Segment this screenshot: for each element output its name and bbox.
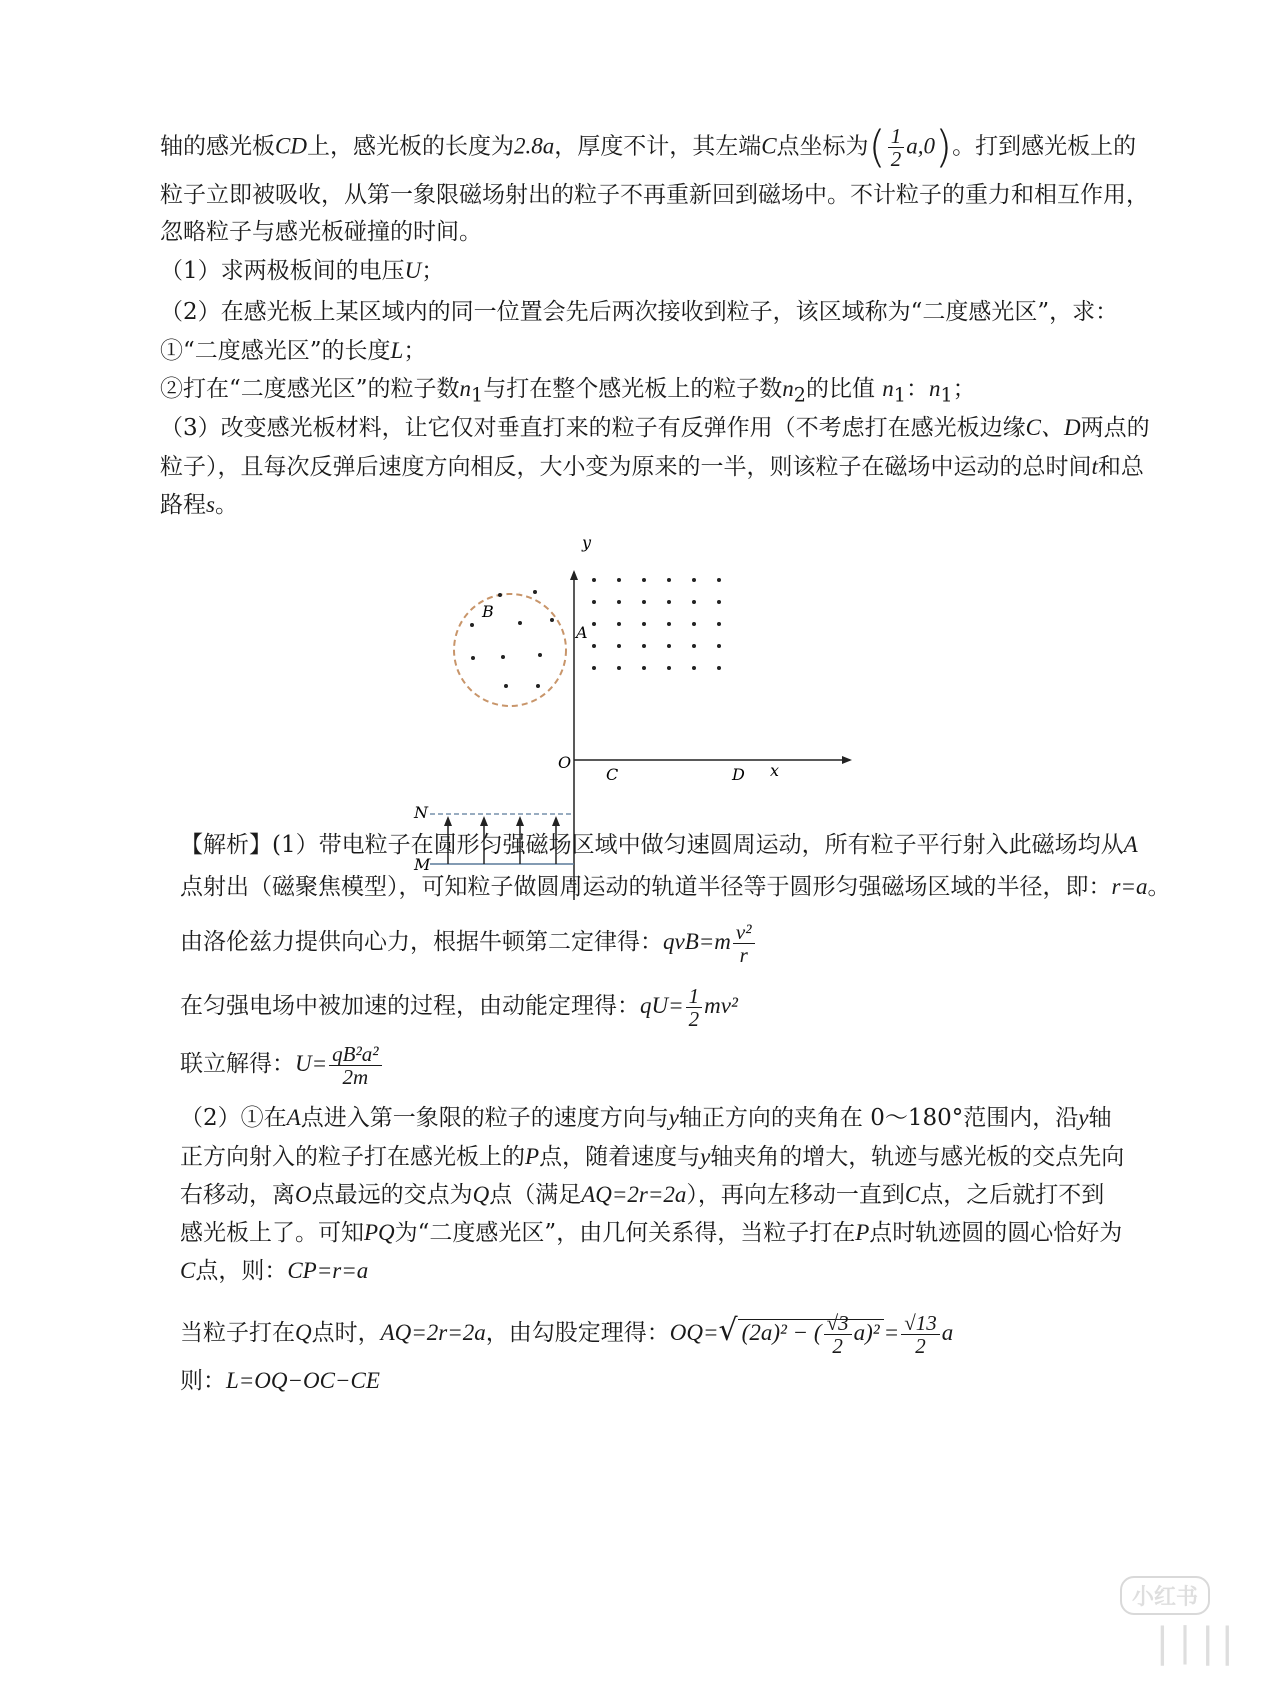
field-dot (717, 600, 721, 604)
equation: U= (295, 1051, 328, 1076)
text: 联立解得： (180, 1051, 295, 1077)
field-dot (667, 644, 671, 648)
paren: ( (868, 121, 886, 173)
field-dot (533, 590, 537, 594)
text: 则： (180, 1368, 226, 1394)
text: 点时轨迹圆的圆心恰好为 (869, 1220, 1123, 1246)
equation: AQ=2r=2a (581, 1182, 687, 1207)
var-n: n (882, 376, 894, 401)
var: C (904, 1182, 921, 1207)
frac-den: 2 (915, 1333, 926, 1358)
field-dot (617, 578, 621, 582)
field-dot (550, 618, 554, 622)
var-l: L (390, 338, 404, 363)
field-dot (536, 684, 540, 688)
frac-num: √13 (901, 1312, 940, 1335)
field-arrow-head (552, 816, 560, 826)
coord-tail: a,0 (906, 133, 935, 159)
text: (1）带电粒子在圆形匀强磁场区域中做匀速圆周运动，所有粒子平行射入此磁场均从 (272, 832, 1124, 858)
field-dot (642, 666, 646, 670)
var: PQ (364, 1220, 395, 1245)
fraction (824, 1312, 852, 1357)
field-dot (592, 644, 596, 648)
c-label: C (606, 765, 619, 784)
field-dot (617, 622, 621, 626)
field-dot (617, 600, 621, 604)
text: 。打到感光板上的 (952, 133, 1137, 160)
watermark-bars: |∣|| (1155, 1620, 1240, 1666)
text: 点坐标为 (776, 133, 869, 160)
field-dot (667, 666, 671, 670)
text: ； (952, 376, 976, 402)
text: 点，之后就打不到 (920, 1182, 1105, 1208)
m-label: M (414, 855, 431, 874)
subscript: 1 (471, 383, 484, 407)
question-2a (160, 336, 1140, 366)
field-dot (717, 666, 721, 670)
radicand (738, 1311, 884, 1359)
solution-line-4 (180, 984, 1140, 1030)
equation: qU= (640, 993, 684, 1018)
n-label: N (414, 803, 428, 822)
fraction (329, 1043, 381, 1088)
solution-p2-line-3 (180, 1180, 1140, 1210)
frac-num: v² (733, 921, 755, 944)
text: 轴夹角的增大，轨迹与感光板的交点先向 (710, 1144, 1125, 1170)
text: 和总 (1097, 454, 1144, 480)
d-label: D (732, 765, 745, 784)
solution-line-1 (180, 830, 1140, 860)
field-dot (592, 666, 596, 670)
solution-p2-line-1 (180, 1103, 1140, 1133)
b-label: B (482, 602, 494, 621)
field-dot (642, 578, 646, 582)
subscript: 2 (793, 383, 806, 407)
text: ），再向左移动一直到 (686, 1182, 905, 1208)
text: 点，则： (195, 1258, 288, 1284)
field-dot (642, 622, 646, 626)
field-dot (692, 644, 696, 648)
question-1 (160, 256, 1140, 286)
frac-den: r (739, 942, 748, 967)
var: y (700, 1144, 711, 1169)
var: O (295, 1182, 312, 1207)
x-label: x (770, 761, 780, 780)
text: ： (905, 376, 929, 402)
text: 点射出（磁聚焦模型），可知粒子做圆周运动的轨道半径等于圆形匀强磁场区域的半径，即： (180, 874, 1112, 900)
text: 点时， (311, 1320, 381, 1346)
text: 点（满足 (489, 1182, 582, 1208)
text: 的比值 (805, 376, 875, 402)
text: ； (421, 258, 445, 284)
solution-line-5 (180, 1042, 1140, 1088)
frac-num: 1 (686, 985, 703, 1008)
field-dot (592, 578, 596, 582)
var-cd: CD (275, 133, 307, 159)
field-dot (692, 600, 696, 604)
text: 路程 (160, 492, 206, 518)
equation: a (941, 1320, 954, 1345)
equation: r=a (1111, 874, 1148, 899)
text: （2）①在 (180, 1105, 287, 1131)
var: Q (472, 1182, 490, 1207)
solution-p2-line-7 (180, 1366, 1140, 1396)
field-dot (717, 622, 721, 626)
solution-p2-line-2 (180, 1142, 1140, 1172)
text: 当粒子打在 (180, 1320, 295, 1346)
field-dot (592, 622, 596, 626)
field-dot (617, 666, 621, 670)
equation: = (883, 1320, 900, 1345)
watermark (990, 1576, 1250, 1666)
frac-den: 2m (342, 1064, 369, 1089)
solution-p2-line-4 (180, 1218, 1140, 1248)
text: 。 (214, 492, 238, 518)
field-dot (518, 621, 522, 625)
fraction (901, 1312, 940, 1357)
var-n: n (459, 376, 472, 401)
var: A (286, 1105, 301, 1130)
text: ①“二度感光区”的长度 (160, 338, 391, 364)
fraction (733, 921, 755, 966)
text: 在匀强电场中被加速的过程，由动能定理得： (180, 993, 640, 1019)
paren: ) (934, 121, 953, 173)
field-arrow-head (516, 816, 524, 826)
field-dot (692, 666, 696, 670)
field-dot (667, 578, 671, 582)
frac-den: 2 (688, 1006, 700, 1031)
sqrt-sign: √ (718, 1313, 738, 1348)
equation: mv² (704, 993, 738, 1018)
solution-heading: 【解析】 (180, 832, 272, 858)
question-3-line-1 (160, 413, 1150, 443)
magnetic-field-dots (592, 578, 721, 670)
text: 点最远的交点为 (311, 1182, 473, 1208)
field-dot (501, 655, 505, 659)
field-dot (592, 600, 596, 604)
field-dot (538, 653, 542, 657)
fraction (686, 985, 703, 1030)
solution-line-3 (180, 920, 1140, 966)
equation: OQ= (669, 1320, 719, 1345)
var-u: U (404, 258, 422, 283)
var-a: A (1123, 832, 1138, 857)
frac-num: 1 (888, 125, 905, 148)
var: y (1078, 1105, 1089, 1130)
text: ，由勾股定理得： (485, 1320, 670, 1346)
var-n: n (928, 376, 941, 401)
text: 与打在整个感光板上的粒子数 (483, 376, 783, 402)
question-2b (160, 374, 1140, 411)
var: P (855, 1220, 870, 1245)
text: 点进入第一象限的粒子的速度方向与 (300, 1105, 669, 1131)
subscript: 1 (940, 383, 953, 407)
y-arrow (570, 570, 578, 580)
field-dot (617, 644, 621, 648)
text: 两点的 (1080, 415, 1150, 441)
var: P (525, 1144, 540, 1169)
text: 轴 (1088, 1105, 1112, 1131)
text: 轴正方向的夹角在 0～180°范围内，沿 (678, 1105, 1079, 1131)
text: 上，感光板的长度为 (306, 133, 514, 160)
problem-line-3: 忽略粒子与感光板碰撞的时间。 (160, 219, 482, 245)
text: （1）求两极板间的电压 (160, 258, 405, 284)
a-label: A (576, 623, 588, 642)
var-t: t (1091, 454, 1098, 479)
text: 右移动，离 (180, 1182, 295, 1208)
frac-num: √3 (824, 1312, 852, 1335)
equation: CP=r=a (287, 1258, 369, 1283)
text: 感光板上了。可知 (180, 1220, 364, 1246)
solution-p2-line-6 (180, 1306, 1140, 1358)
var-cd: C、D (1025, 415, 1081, 440)
equation: qvB=m (663, 929, 731, 954)
x-arrow (842, 756, 852, 764)
problem-line-1 (160, 121, 1140, 173)
var-n: n (782, 376, 794, 401)
var: Q (295, 1320, 312, 1345)
text: 点，随着速度与 (539, 1144, 701, 1170)
solution-line-2 (180, 872, 1171, 902)
solution-p2-line-5 (180, 1256, 1140, 1286)
field-arrow-head (444, 816, 452, 826)
var: y (668, 1105, 679, 1130)
equation: L=OQ−OC−CE (226, 1368, 380, 1393)
equation: (2a)² − ( (741, 1320, 822, 1345)
field-dot (692, 622, 696, 626)
text: 由洛伦兹力提供向心力，根据牛顿第二定律得： (180, 929, 663, 955)
var-c: C (761, 133, 777, 159)
field-dot (717, 644, 721, 648)
frac-den: 2 (890, 147, 902, 171)
field-dot (692, 578, 696, 582)
circular-field-boundary (454, 594, 566, 706)
frac-num: qB²a² (329, 1043, 381, 1066)
text: （3）改变感光板材料，让它仅对垂直打来的粒子有反弹作用（不考虑打在感光板边缘 (160, 415, 1026, 441)
var: C (180, 1258, 196, 1283)
field-dot (471, 656, 475, 660)
subscript: 1 (893, 383, 906, 407)
equation: AQ=2r=2a (380, 1320, 486, 1345)
field-dot (470, 623, 474, 627)
field-dot (642, 644, 646, 648)
text: 正方向射入的粒子打在感光板上的 (180, 1144, 525, 1170)
field-dot (667, 622, 671, 626)
question-3-line-3 (160, 490, 1140, 520)
field-dot (667, 600, 671, 604)
coord-fraction (888, 125, 905, 170)
problem-line-2: 粒子立即被吸收，从第一象限磁场射出的粒子不再重新回到磁场中。不计粒子的重力和相互作用， (160, 182, 1149, 208)
field-arrow-head (480, 816, 488, 826)
text: 为“二度感光区”，由几何关系得，当粒子打在 (394, 1220, 856, 1246)
watermark-logo: 小红书 (1120, 1576, 1210, 1615)
text: 轴的感光板 (160, 133, 275, 160)
origin-label: O (558, 753, 572, 772)
text: 粒子），且每次反弹后速度方向相反，大小变为原来的一半，则该粒子在磁场中运动的总时间 (160, 454, 1092, 480)
var-length: 2.8a (513, 133, 555, 159)
text: 。 (1147, 874, 1171, 900)
y-label: y (582, 533, 592, 552)
field-dot (498, 593, 502, 597)
field-dot (717, 578, 721, 582)
text: ； (403, 338, 427, 364)
frac-den: 2 (832, 1334, 843, 1359)
question-2: （2）在感光板上某区域内的同一位置会先后两次接收到粒子，该区域称为“二度感光区”，求： (160, 299, 1119, 325)
field-dot (504, 684, 508, 688)
text: ，厚度不计，其左端 (554, 133, 762, 160)
question-3-line-2 (160, 452, 1144, 482)
field-dot (642, 600, 646, 604)
text: ②打在“二度感光区”的粒子数 (160, 376, 460, 402)
equation: a)² (853, 1320, 880, 1345)
var-s: s (206, 492, 215, 517)
